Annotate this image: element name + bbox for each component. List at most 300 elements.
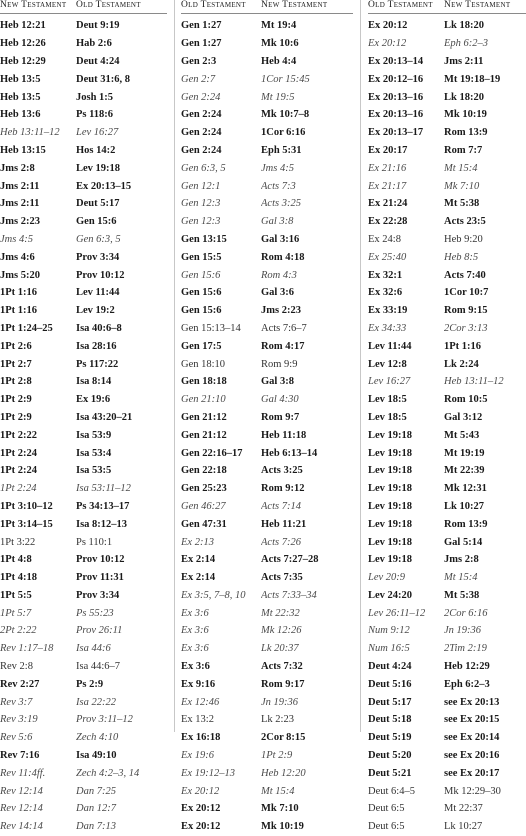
cross-reference: Gal 4:30 bbox=[261, 394, 299, 406]
cross-reference: Mt 5:43 bbox=[444, 429, 480, 441]
cross-reference: Mk 7:10 bbox=[444, 180, 480, 192]
cross-reference: Prov 26:11 bbox=[76, 625, 123, 637]
cross-reference: Heb 9:20 bbox=[444, 233, 483, 245]
reference-row bbox=[0, 640, 167, 658]
reference-row bbox=[368, 480, 526, 498]
reference-row bbox=[368, 159, 526, 177]
source-reference: Rev 3:19 bbox=[0, 714, 38, 726]
reference-row bbox=[0, 462, 167, 480]
reference-row bbox=[181, 159, 353, 177]
source-reference: 1Pt 3:22 bbox=[0, 536, 36, 548]
cross-reference: Heb 11:18 bbox=[261, 429, 307, 441]
source-reference: Lev 26:11–12 bbox=[368, 607, 426, 619]
source-reference: Rev 12:14 bbox=[0, 803, 43, 815]
reference-rows bbox=[181, 17, 353, 836]
cross-reference: Deut 31:6, 8 bbox=[76, 73, 130, 85]
reference-row bbox=[0, 551, 167, 569]
source-reference: Lev 19:18 bbox=[368, 554, 413, 566]
source-reference: Deut 5:21 bbox=[368, 767, 412, 779]
source-reference: Gen 12:3 bbox=[181, 198, 221, 210]
reference-row bbox=[0, 604, 167, 622]
cross-reference: see Ex 20:14 bbox=[444, 732, 500, 744]
cross-reference: Prov 10:12 bbox=[76, 269, 125, 281]
cross-reference: Ps 118:6 bbox=[76, 109, 114, 121]
cross-reference: Heb 6:13–14 bbox=[261, 447, 318, 459]
source-reference: Gen 1:27 bbox=[181, 20, 222, 32]
cross-reference: Lk 20:37 bbox=[261, 643, 299, 655]
cross-reference: Rom 9:7 bbox=[261, 411, 300, 423]
source-reference: 1Pt 2:9 bbox=[0, 411, 32, 423]
cross-reference: Zech 4:2–3, 14 bbox=[76, 767, 140, 779]
source-reference: Ex 16:18 bbox=[181, 732, 221, 744]
reference-row bbox=[181, 195, 353, 213]
source-reference: Gen 2:24 bbox=[181, 127, 222, 139]
cross-reference: Rom 4:17 bbox=[261, 340, 305, 352]
source-reference: Gen 15:6 bbox=[181, 269, 221, 281]
cross-reference: Acts 7:35 bbox=[261, 572, 303, 584]
block-header bbox=[181, 0, 353, 13]
reference-row bbox=[368, 658, 526, 676]
cross-reference: Mk 12:29–30 bbox=[444, 785, 501, 797]
cross-reference: Rom 9:9 bbox=[261, 358, 298, 370]
reference-row bbox=[0, 622, 167, 640]
source-reference: Gen 2:7 bbox=[181, 73, 216, 85]
cross-reference: Mk 10:19 bbox=[261, 821, 304, 833]
source-reference: Ex 21:24 bbox=[368, 198, 408, 210]
cross-reference: Lev 19:2 bbox=[76, 305, 115, 317]
source-reference: Ex 2:14 bbox=[181, 554, 216, 566]
source-reference: 1Pt 2:24 bbox=[0, 465, 38, 477]
source-reference: Ex 20:13–16 bbox=[368, 109, 424, 121]
reference-row bbox=[368, 533, 526, 551]
cross-reference: Ps 34:13–17 bbox=[76, 500, 130, 512]
cross-reference: Mk 10:6 bbox=[261, 38, 299, 50]
source-reference: Gen 17:5 bbox=[181, 340, 222, 352]
cross-reference: Ps 117:22 bbox=[76, 358, 119, 370]
reference-row bbox=[181, 142, 353, 160]
source-reference: Lev 12:8 bbox=[368, 358, 407, 370]
reference-row bbox=[181, 213, 353, 231]
cross-reference: Acts 7:14 bbox=[261, 500, 301, 512]
cross-reference: Lev 11:44 bbox=[76, 287, 120, 299]
reference-row bbox=[181, 302, 353, 320]
cross-reference: Isa 8:14 bbox=[76, 376, 112, 388]
cross-reference: Acts 7:3 bbox=[261, 180, 296, 192]
reference-row bbox=[0, 693, 167, 711]
cross-reference: Isa 40:6–8 bbox=[76, 322, 122, 334]
cross-reference: see Ex 20:13 bbox=[444, 696, 500, 708]
source-reference: Gen 12:1 bbox=[181, 180, 221, 192]
source-reference: Lev 20:9 bbox=[368, 572, 406, 584]
reference-row bbox=[368, 88, 526, 106]
source-reference: Ex 20:12 bbox=[368, 38, 407, 50]
cross-reference: 2Cor 6:16 bbox=[444, 607, 488, 619]
source-reference: Ex 9:16 bbox=[181, 678, 216, 690]
reference-row bbox=[368, 693, 526, 711]
cross-reference: Acts 23:5 bbox=[444, 216, 486, 228]
header-new-testament: New Testament bbox=[0, 0, 67, 10]
reference-rows bbox=[0, 17, 167, 836]
source-reference: 1Pt 5:7 bbox=[0, 607, 32, 619]
reference-row bbox=[368, 213, 526, 231]
cross-reference: Acts 7:27–28 bbox=[261, 554, 319, 566]
column-divider bbox=[360, 0, 361, 732]
reference-row bbox=[0, 195, 167, 213]
cross-reference: Zech 4:10 bbox=[76, 732, 119, 744]
source-reference: Heb 13:6 bbox=[0, 109, 41, 121]
reference-row bbox=[181, 17, 353, 35]
reference-row bbox=[181, 480, 353, 498]
reference-row bbox=[368, 622, 526, 640]
source-reference: 1Pt 4:18 bbox=[0, 572, 38, 584]
cross-reference: Prov 10:12 bbox=[76, 554, 125, 566]
source-reference: Deut 4:24 bbox=[368, 661, 412, 673]
reference-row bbox=[368, 498, 526, 516]
reference-row bbox=[368, 587, 526, 605]
cross-reference: Heb 13:11–12 bbox=[444, 376, 504, 388]
cross-reference: Mt 5:38 bbox=[444, 198, 480, 210]
source-reference: Rev 5:6 bbox=[0, 732, 33, 744]
reference-row bbox=[181, 70, 353, 88]
reference-row bbox=[181, 373, 353, 391]
cross-reference: 1Cor 15:45 bbox=[261, 73, 310, 85]
source-reference: Ex 20:17 bbox=[368, 144, 408, 156]
column-block-3 bbox=[368, 0, 526, 833]
source-reference: Gen 12:3 bbox=[181, 216, 221, 228]
reference-row bbox=[0, 569, 167, 587]
reference-row bbox=[0, 391, 167, 409]
cross-reference: Jn 19:36 bbox=[261, 696, 299, 708]
reference-row bbox=[368, 675, 526, 693]
cross-reference: Deut 5:17 bbox=[76, 198, 120, 210]
cross-reference: Heb 4:4 bbox=[261, 55, 297, 67]
source-reference: Jms 2:8 bbox=[0, 162, 35, 174]
reference-row bbox=[368, 35, 526, 53]
source-reference: Gen 6:3, 5 bbox=[181, 162, 226, 174]
cross-reference: Gal 3:6 bbox=[261, 287, 294, 299]
reference-row bbox=[368, 551, 526, 569]
cross-reference: 2Tim 2:19 bbox=[444, 643, 487, 655]
cross-reference: Ps 110:1 bbox=[76, 536, 113, 548]
source-reference: Rev 3:7 bbox=[0, 696, 33, 708]
cross-reference: Gal 3:8 bbox=[261, 216, 294, 228]
reference-row bbox=[368, 764, 526, 782]
column-block-2 bbox=[181, 0, 353, 833]
cross-reference: Hos 14:2 bbox=[76, 144, 116, 156]
source-reference: Ex 2:14 bbox=[181, 572, 216, 584]
reference-row bbox=[368, 355, 526, 373]
reference-row bbox=[0, 426, 167, 444]
source-reference: Rev 14:14 bbox=[0, 821, 43, 833]
reference-row bbox=[0, 213, 167, 231]
reference-row bbox=[0, 302, 167, 320]
cross-reference: Isa 53:5 bbox=[76, 465, 112, 477]
cross-reference: Isa 22:22 bbox=[76, 696, 116, 708]
reference-row bbox=[0, 747, 167, 765]
reference-row bbox=[368, 106, 526, 124]
source-reference: Jms 2:11 bbox=[0, 198, 40, 210]
source-reference: Ex 13:2 bbox=[181, 714, 214, 726]
source-reference: Heb 12:21 bbox=[0, 20, 46, 32]
cross-reference: see Ex 20:16 bbox=[444, 750, 500, 762]
source-reference: Gen 18:18 bbox=[181, 376, 227, 388]
header-rule bbox=[0, 13, 167, 14]
source-reference: Ex 3:5, 7–8, 10 bbox=[181, 589, 246, 601]
source-reference: Ex 20:13–14 bbox=[368, 55, 424, 67]
source-reference: 1Pt 5:5 bbox=[0, 589, 32, 601]
reference-row bbox=[368, 462, 526, 480]
cross-reference: Ex 19:6 bbox=[76, 394, 111, 406]
cross-reference: Lk 18:20 bbox=[444, 20, 484, 32]
reference-row bbox=[368, 142, 526, 160]
reference-row bbox=[181, 551, 353, 569]
cross-reference: Eph 6:2–3 bbox=[444, 38, 489, 50]
cross-reference: Rom 9:12 bbox=[261, 483, 305, 495]
cross-reference: Deut 4:24 bbox=[76, 55, 120, 67]
cross-reference: Heb 8:5 bbox=[444, 251, 479, 263]
reference-row bbox=[181, 782, 353, 800]
source-reference: Gen 13:15 bbox=[181, 233, 227, 245]
reference-row bbox=[181, 444, 353, 462]
reference-row bbox=[181, 35, 353, 53]
cross-reference: Ex 20:13–15 bbox=[76, 180, 132, 192]
cross-reference: Mk 10:19 bbox=[444, 109, 487, 121]
reference-rows bbox=[368, 17, 526, 836]
source-reference: Ex 3:6 bbox=[181, 625, 209, 637]
cross-reference: Mt 15:4 bbox=[444, 572, 478, 584]
reference-row bbox=[181, 320, 353, 338]
cross-reference: 2Cor 8:15 bbox=[261, 732, 306, 744]
source-reference: Deut 5:19 bbox=[368, 732, 412, 744]
reference-row bbox=[181, 515, 353, 533]
source-reference: 1Pt 2:6 bbox=[0, 340, 32, 352]
source-reference: Num 16:5 bbox=[368, 643, 410, 655]
reference-row bbox=[368, 444, 526, 462]
cross-reference: 1Pt 2:9 bbox=[261, 750, 293, 762]
cross-reference: Acts 7:40 bbox=[444, 269, 486, 281]
source-reference: 1Pt 2:22 bbox=[0, 429, 38, 441]
cross-reference: 1Cor 10:7 bbox=[444, 287, 489, 299]
reference-row bbox=[181, 675, 353, 693]
source-reference: Heb 13:15 bbox=[0, 144, 46, 156]
source-reference: Gen 46:27 bbox=[181, 500, 226, 512]
source-reference: Ex 21:17 bbox=[368, 180, 407, 192]
reference-row bbox=[0, 533, 167, 551]
reference-row bbox=[181, 337, 353, 355]
reference-row bbox=[181, 533, 353, 551]
source-reference: Ex 21:16 bbox=[368, 162, 407, 174]
cross-reference: Acts 7:26 bbox=[261, 536, 301, 548]
cross-reference: Mt 15:4 bbox=[444, 162, 478, 174]
reference-row bbox=[368, 17, 526, 35]
source-reference: Heb 13:11–12 bbox=[0, 127, 60, 139]
reference-row bbox=[181, 640, 353, 658]
source-reference: Ex 20:13–16 bbox=[368, 91, 424, 103]
cross-reference: Mt 22:37 bbox=[444, 803, 483, 815]
source-reference: Heb 12:26 bbox=[0, 38, 46, 50]
reference-row bbox=[368, 604, 526, 622]
source-reference: Rev 1:17–18 bbox=[0, 643, 54, 655]
cross-reference: Lk 18:20 bbox=[444, 91, 484, 103]
source-reference: Rev 2:8 bbox=[0, 661, 33, 673]
reference-row bbox=[368, 177, 526, 195]
cross-reference: Rom 7:7 bbox=[444, 144, 483, 156]
reference-row bbox=[0, 177, 167, 195]
block-header bbox=[0, 0, 167, 13]
source-reference: Ex 19:12–13 bbox=[181, 767, 235, 779]
source-reference: Lev 11:44 bbox=[368, 340, 412, 352]
reference-row bbox=[368, 818, 526, 836]
reference-row bbox=[181, 711, 353, 729]
reference-row bbox=[181, 462, 353, 480]
reference-row bbox=[181, 124, 353, 142]
source-reference: Gen 1:27 bbox=[181, 38, 222, 50]
cross-reference: Gal 5:14 bbox=[444, 536, 483, 548]
source-reference: Rev 11:4ff. bbox=[0, 767, 46, 779]
reference-row bbox=[0, 658, 167, 676]
source-reference: Gen 15:6 bbox=[181, 305, 222, 317]
reference-row bbox=[368, 800, 526, 818]
source-reference: Jms 2:23 bbox=[0, 216, 40, 228]
reference-row bbox=[0, 782, 167, 800]
source-reference: Gen 2:24 bbox=[181, 91, 221, 103]
source-reference: Lev 19:18 bbox=[368, 518, 413, 530]
cross-reference: Prov 3:34 bbox=[76, 589, 120, 601]
cross-reference: Dan 7:13 bbox=[76, 821, 116, 833]
reference-row bbox=[368, 409, 526, 427]
header-old-testament: Old Testament bbox=[181, 0, 246, 10]
cross-reference: Acts 7:33–34 bbox=[261, 589, 317, 601]
cross-reference: Lk 10:27 bbox=[444, 821, 483, 833]
reference-row bbox=[0, 818, 167, 836]
source-reference: 1Pt 2:9 bbox=[0, 394, 32, 406]
source-reference: Jms 2:11 bbox=[0, 180, 40, 192]
reference-row bbox=[0, 35, 167, 53]
source-reference: Ex 3:6 bbox=[181, 661, 210, 673]
source-reference: 1Pt 1:16 bbox=[0, 305, 38, 317]
reference-row bbox=[0, 444, 167, 462]
reference-row bbox=[0, 711, 167, 729]
reference-row bbox=[0, 320, 167, 338]
reference-row bbox=[0, 53, 167, 71]
source-reference: 1Pt 2:24 bbox=[0, 483, 37, 495]
cross-reference: Acts 7:6–7 bbox=[261, 322, 307, 334]
source-reference: 1Pt 2:7 bbox=[0, 358, 32, 370]
reference-row bbox=[368, 70, 526, 88]
cross-reference: Isa 53:4 bbox=[76, 447, 112, 459]
cross-reference: Acts 7:32 bbox=[261, 661, 303, 673]
cross-reference: Gal 3:16 bbox=[261, 233, 300, 245]
cross-reference: Mt 19:19 bbox=[444, 447, 485, 459]
source-reference: Lev 19:18 bbox=[368, 500, 413, 512]
source-reference: Deut 5:18 bbox=[368, 714, 412, 726]
reference-row bbox=[181, 818, 353, 836]
reference-row bbox=[0, 764, 167, 782]
source-reference: Ex 20:12 bbox=[181, 821, 221, 833]
source-reference: Ex 22:28 bbox=[368, 216, 408, 228]
cross-reference: Lev 19:18 bbox=[76, 162, 121, 174]
header-rule bbox=[368, 13, 526, 14]
cross-reference: Josh 1:5 bbox=[76, 91, 114, 103]
source-reference: Gen 18:10 bbox=[181, 358, 226, 370]
source-reference: Deut 5:16 bbox=[368, 678, 412, 690]
reference-row bbox=[368, 515, 526, 533]
cross-reference: Gal 3:8 bbox=[261, 376, 294, 388]
source-reference: 1Pt 3:14–15 bbox=[0, 518, 53, 530]
cross-reference: Prov 11:31 bbox=[76, 572, 124, 584]
reference-row bbox=[181, 177, 353, 195]
source-reference: Jms 4:5 bbox=[0, 233, 33, 245]
reference-row bbox=[181, 284, 353, 302]
reference-row bbox=[181, 498, 353, 516]
source-reference: Ex 33:19 bbox=[368, 305, 408, 317]
reference-row bbox=[181, 231, 353, 249]
column-block-1 bbox=[0, 0, 167, 833]
source-reference: Jms 4:6 bbox=[0, 251, 35, 263]
cross-reference: Gen 15:6 bbox=[76, 216, 117, 228]
cross-reference: Gen 6:3, 5 bbox=[76, 233, 121, 245]
reference-row bbox=[181, 747, 353, 765]
source-reference: Lev 19:18 bbox=[368, 429, 413, 441]
header-rule bbox=[181, 13, 353, 14]
cross-reference: 1Pt 1:16 bbox=[444, 340, 482, 352]
cross-reference: Dan 12:7 bbox=[76, 803, 116, 815]
cross-reference: Hab 2:6 bbox=[76, 38, 112, 50]
reference-row bbox=[368, 373, 526, 391]
header-old-testament: Old Testament bbox=[368, 0, 433, 10]
reference-row bbox=[0, 17, 167, 35]
reference-row bbox=[181, 604, 353, 622]
source-reference: Gen 47:31 bbox=[181, 518, 227, 530]
source-reference: Jms 5:20 bbox=[0, 269, 40, 281]
reference-row bbox=[368, 53, 526, 71]
cross-reference: Heb 12:20 bbox=[261, 767, 306, 779]
reference-row bbox=[181, 658, 353, 676]
reference-row bbox=[368, 284, 526, 302]
cross-reference: Mt 22:39 bbox=[444, 465, 485, 477]
source-reference: Gen 2:3 bbox=[181, 55, 217, 67]
cross-reference: Isa 49:10 bbox=[76, 750, 117, 762]
reference-row bbox=[368, 747, 526, 765]
cross-reference: Mk 10:7–8 bbox=[261, 109, 310, 121]
source-reference: Ex 20:12–16 bbox=[368, 73, 424, 85]
reference-row bbox=[0, 284, 167, 302]
reference-row bbox=[181, 391, 353, 409]
cross-reference: Mk 7:10 bbox=[261, 803, 299, 815]
reference-row bbox=[0, 587, 167, 605]
reference-row bbox=[0, 159, 167, 177]
source-reference: Heb 13:5 bbox=[0, 91, 41, 103]
source-reference: Deut 5:17 bbox=[368, 696, 412, 708]
source-reference: Ex 3:6 bbox=[181, 607, 209, 619]
cross-reference: 1Cor 6:16 bbox=[261, 127, 306, 139]
reference-row bbox=[0, 124, 167, 142]
reference-row bbox=[0, 515, 167, 533]
reference-row bbox=[181, 409, 353, 427]
source-reference: Gen 21:10 bbox=[181, 394, 226, 406]
reference-row bbox=[0, 70, 167, 88]
reference-row bbox=[368, 426, 526, 444]
cross-reference: Acts 3:25 bbox=[261, 465, 303, 477]
cross-reference: Isa 43:20–21 bbox=[76, 411, 133, 423]
reference-row bbox=[368, 302, 526, 320]
cross-reference: Mt 19:4 bbox=[261, 20, 297, 32]
reference-row bbox=[0, 409, 167, 427]
source-reference: 1Pt 2:8 bbox=[0, 376, 32, 388]
cross-reference: Lk 2:23 bbox=[261, 714, 294, 726]
source-reference: Gen 15:6 bbox=[181, 287, 222, 299]
source-reference: Ex 25:40 bbox=[368, 251, 407, 263]
